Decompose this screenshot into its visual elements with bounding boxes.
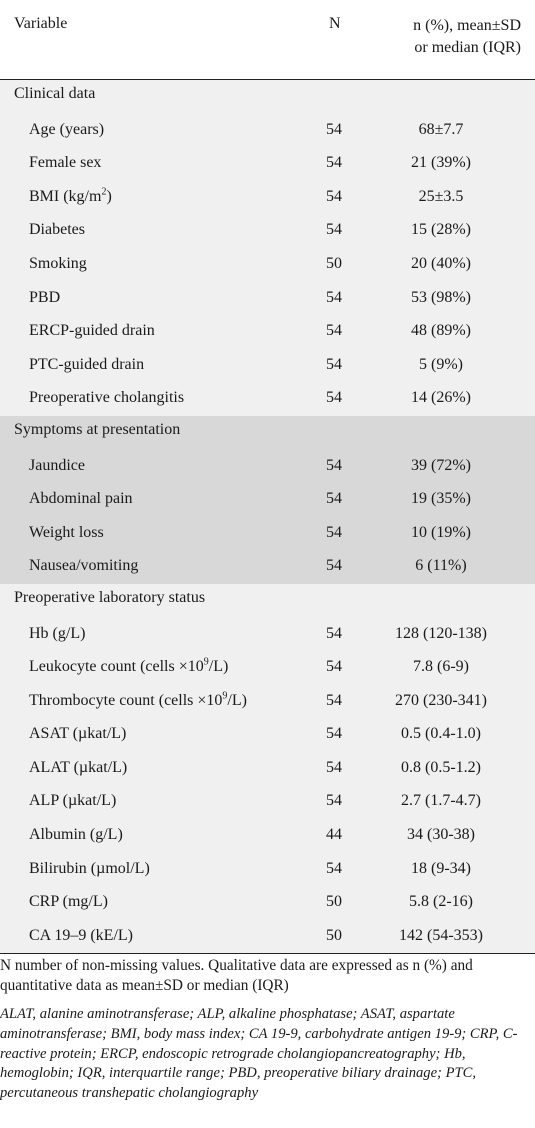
table-row [0, 147, 535, 181]
row-n: 54 [326, 120, 342, 138]
table-row [0, 483, 535, 517]
row-variable: ALP (µkat/L) [29, 792, 117, 810]
row-n: 54 [326, 725, 342, 743]
row-n: 54 [326, 322, 342, 340]
table-row [0, 282, 535, 316]
row-n: 54 [326, 456, 342, 474]
row-n: 54 [326, 288, 342, 306]
section-symptoms [0, 416, 535, 584]
row-n: 54 [326, 154, 342, 172]
row-n: 54 [326, 557, 342, 575]
table-row [0, 886, 535, 920]
row-value: 68±7.7 [418, 120, 464, 138]
section-clinical-data [0, 80, 535, 416]
table-row [0, 315, 535, 349]
row-variable: Diabetes [29, 221, 85, 239]
row-value: 0.5 (0.4-1.0) [401, 725, 481, 743]
table-row [0, 920, 535, 954]
table-row [0, 618, 535, 652]
row-variable: Abdominal pain [29, 490, 133, 508]
table-row [0, 181, 535, 215]
row-n: 54 [326, 758, 342, 776]
header-value-line2: or median (IQR) [414, 39, 521, 56]
header-variable: Variable [14, 15, 68, 32]
row-value: 18 (9-34) [411, 859, 471, 877]
row-variable-superscript: 9 [222, 690, 228, 702]
row-value: 270 (230-341) [395, 691, 487, 709]
section-title [0, 80, 535, 114]
row-variable-text: Leukocyte count (cells ×10 [29, 658, 204, 676]
row-n: 50 [326, 254, 342, 272]
row-n: 54 [326, 691, 342, 709]
row-value: 20 (40%) [411, 254, 471, 272]
row-variable: ERCP-guided drain [29, 322, 155, 340]
table-row [0, 450, 535, 484]
row-n: 44 [326, 826, 342, 844]
row-n: 54 [326, 355, 342, 373]
row-value: 2.7 (1.7-4.7) [401, 792, 481, 810]
row-value: 5 (9%) [419, 355, 463, 373]
row-n: 54 [326, 658, 342, 676]
table-footnote: N number of non-missing values. Qualitative data are expressed as n (%) and quantitative data as mean±SD or median (IQR) [0, 957, 473, 995]
row-value: 14 (26%) [411, 389, 471, 407]
row-variable: Jaundice [29, 456, 85, 474]
row-variable: ALAT (µkat/L) [29, 758, 128, 776]
row-variable-text: BMI (kg/m [29, 187, 102, 205]
section-title [0, 416, 535, 450]
row-value: 53 (98%) [411, 288, 471, 306]
row-variable: Age (years) [29, 120, 105, 138]
row-value: 7.8 (6-9) [413, 658, 469, 676]
row-n: 54 [326, 624, 342, 642]
section-title [0, 584, 535, 618]
header-value [413, 15, 521, 59]
section-title-text: Preoperative laboratory status [14, 588, 206, 606]
row-variable: PBD [29, 288, 61, 306]
table-row [0, 214, 535, 248]
section-laboratory [0, 584, 535, 954]
row-variable-text-end: /L) [208, 658, 229, 676]
table-row [0, 248, 535, 282]
row-variable: Preoperative cholangitis [29, 389, 185, 407]
row-variable: Female sex [29, 154, 102, 172]
section-title-text: Symptoms at presentation [14, 420, 181, 438]
row-variable [29, 692, 247, 710]
table-row [0, 853, 535, 887]
row-variable: PTC-guided drain [29, 355, 145, 373]
row-n: 54 [326, 523, 342, 541]
table-row [0, 114, 535, 148]
row-n: 50 [326, 893, 342, 911]
table-row [0, 685, 535, 719]
section-title-text: Clinical data [14, 85, 96, 102]
table-row [0, 651, 535, 685]
row-variable: Bilirubin (µmol/L) [29, 859, 150, 877]
table-row [0, 382, 535, 416]
table-bottom-rule [0, 953, 535, 954]
row-value: 25±3.5 [418, 187, 464, 205]
abbreviations-note: ALAT, alanine aminotransferase; ALP, alkaline phosphatase; ASAT, aspartate aminotransferase; BMI, body mass index; CA 19-9, carbohydrate antigen 19-9; CRP, C-reactive protein; ERCP, endoscopic retrograde cholangiopancreatography; Hb, hemoglobin; IQR, interquartile range; PBD, preoperative biliary drainage; PTC, percutaneous transhepatic cholangiography [0, 1006, 518, 1101]
row-variable [29, 188, 112, 206]
row-value: 128 (120-138) [395, 624, 487, 642]
row-variable: Nausea/vomiting [29, 557, 139, 575]
row-n: 50 [326, 926, 342, 944]
row-variable-superscript: 9 [203, 656, 209, 668]
row-n: 54 [326, 792, 342, 810]
row-value: 39 (72%) [411, 456, 471, 474]
row-value: 0.8 (0.5-1.2) [401, 758, 481, 776]
table-row [0, 785, 535, 819]
table-row [0, 517, 535, 551]
row-variable-superscript: 2 [101, 186, 107, 198]
row-variable: Albumin (g/L) [29, 826, 123, 844]
table-row [0, 819, 535, 853]
row-variable: CA 19–9 (kE/L) [29, 926, 133, 944]
row-variable-text-end: /L) [227, 691, 247, 709]
row-n: 54 [326, 490, 342, 508]
row-n: 54 [326, 221, 342, 239]
row-value: 19 (35%) [411, 490, 471, 508]
table-row [0, 752, 535, 786]
row-variable: ASAT (µkat/L) [29, 725, 127, 743]
row-variable: Hb (g/L) [29, 624, 86, 642]
table-row [0, 718, 535, 752]
header-value-line1: n (%), mean±SD [413, 17, 521, 34]
table-row [0, 550, 535, 584]
header-n: N [329, 15, 341, 32]
row-value: 15 (28%) [411, 221, 471, 239]
row-n: 54 [326, 389, 342, 407]
row-n: 54 [326, 187, 342, 205]
row-variable: Weight loss [29, 523, 104, 541]
row-value: 21 (39%) [411, 154, 471, 172]
row-variable-text-end: ) [106, 187, 112, 205]
row-variable: CRP (mg/L) [29, 893, 108, 911]
row-variable: Smoking [29, 254, 87, 272]
row-value: 48 (89%) [411, 322, 471, 340]
table-row [0, 349, 535, 383]
row-n: 54 [326, 859, 342, 877]
row-variable-text: Thrombocyte count (cells ×10 [29, 691, 223, 709]
row-value: 5.8 (2-16) [409, 893, 473, 911]
row-value: 142 (54-353) [399, 926, 483, 944]
row-value: 10 (19%) [411, 523, 471, 541]
row-value: 6 (11%) [415, 557, 467, 575]
row-variable [29, 658, 228, 676]
row-value: 34 (30-38) [407, 826, 475, 844]
table-header [0, 0, 535, 80]
